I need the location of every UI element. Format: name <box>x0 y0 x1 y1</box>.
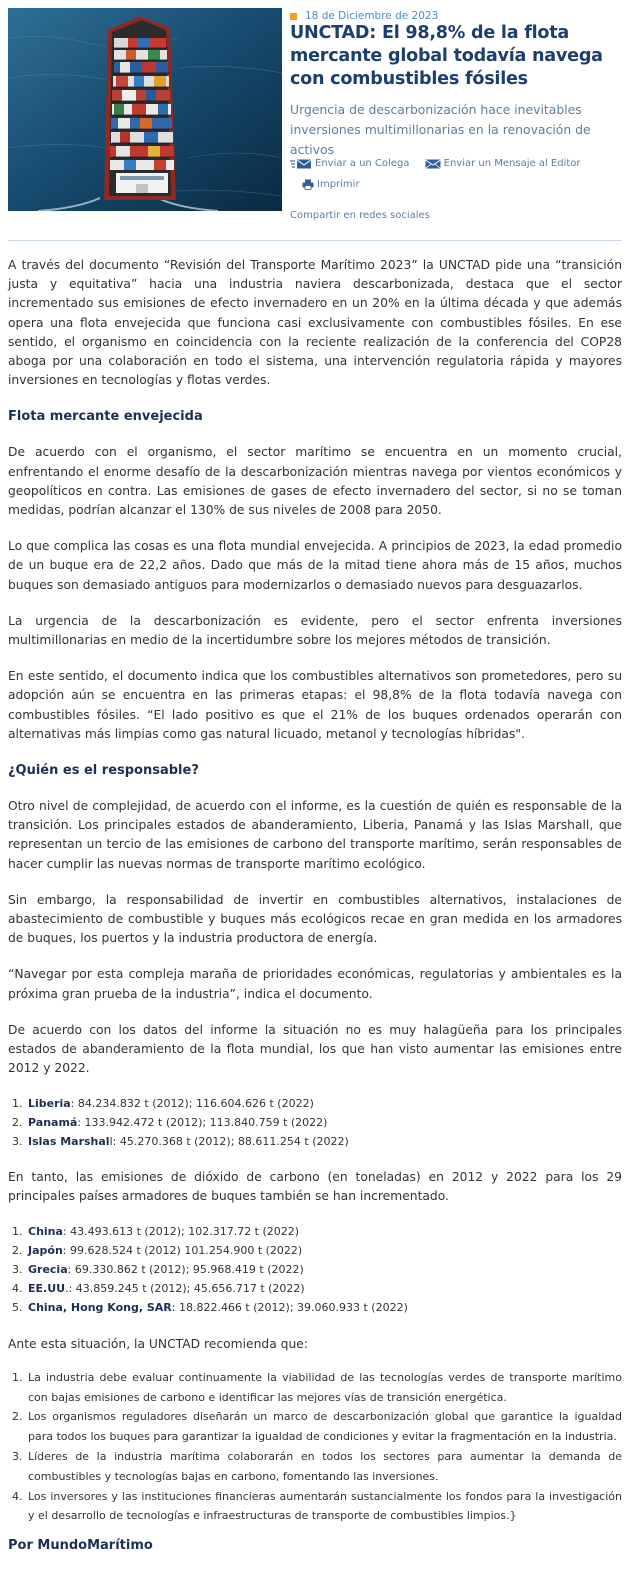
recommendation-item: 1. La industria debe evaluar continuamente la viabilidad de las tecnologías verdes de transporte marítimo con bajas emisiones de carbono e identificar las mejores vías de transición energética. <box>26 1368 622 1408</box>
list-item-name: China, Hong Kong, SAR <box>28 1301 172 1315</box>
recommendations-list <box>26 1368 622 1526</box>
list-item-value: .: 43.859.245 t (2012); 45.656.717 t (2022) <box>65 1282 305 1296</box>
paragraph: La urgencia de la descarbonización es evidente, pero el sector enfrenta inversiones multimillonarias en medio de la incertidumbre sobre los mejores métodos de transición. <box>8 613 622 648</box>
list-item-value: : 84.234.832 t (2012); 116.604.626 t (2022) <box>70 1096 314 1110</box>
send-to-colleague-label: Enviar a un Colega <box>315 158 410 169</box>
article-body <box>0 256 630 1553</box>
list-item-value: : 18.822.466 t (2012); 39.060.933 t (2022) <box>171 1301 408 1315</box>
section-heading: ¿Quién es el responsable? <box>8 763 199 779</box>
send-to-editor-label: Enviar un Mensaje al Editor <box>443 158 581 169</box>
printer-icon <box>302 179 314 190</box>
recommendation-item: 2. Los organismos reguladores diseñarán un marco de descarbonización global que garantice la igualdad para todos los buques para garantizar la igualdad de condiciones y evitar la fragmentación en la industria. <box>26 1407 622 1447</box>
paragraph: En tanto, las emisiones de dióxido de carbono (en toneladas) en 2012 y 2022 para los 29 principales países armadores de buques también se han incrementado. <box>8 1170 622 1204</box>
list-item-value: l: 45.270.368 t (2012); 88.611.254 t (2022) <box>109 1134 349 1148</box>
header-divider <box>8 240 622 241</box>
flag-states-emissions-list <box>26 1094 622 1152</box>
paragraph: De acuerdo con los datos del informe la situación no es muy halagüeña para los principales estados de abanderamiento de la flota mundial, los que han visto aumentar las emisiones entre 2012 y 2022. <box>8 1022 622 1076</box>
publish-date <box>290 10 438 22</box>
article-subtitle: Urgencia de descarbonización hace inevitables inversiones multimillonarias en la renovación de activos <box>290 102 591 157</box>
list-item-value: : 43.493.613 t (2012); 102.317.72 t (2022) <box>62 1224 300 1238</box>
paragraph: De acuerdo con el organismo, el sector marítimo se encuentra en un momento crucial, enfrentando el enorme desafío de la descarbonización mientras navega por vientos económicos y geopolíticos en contra. Las emisiones de gases de efecto invernadero del sector, si no se toman medidas, podrían alcanzar el 130% de sus niveles de 2008 para 2050. <box>8 445 622 518</box>
intro-paragraph: A través del documento “Revisión del Transporte Marítimo 2023” la UNCTAD pide una “transición justa y equitativa” hacia una industria naviera descarbonizada, destaca que el sector incrementado sus emisiones de efecto invernadero en un 20% en la última década y que además opera una flota envejecida que funciona casi exclusivamente con combustibles fósiles. En ese sentido, el organismo en coincidencia con la reciente realización de la conferencia del COP28 aboga por una colaboración en todo el sistema, una intervención regulatoria rápida y mayores inversiones en tecnologías y flotas verdes. <box>8 258 622 388</box>
owner-countries-emissions-list <box>26 1222 622 1318</box>
date-text: 18 de Diciembre de 2023 <box>305 10 439 22</box>
article-actions <box>290 158 622 190</box>
send-to-editor-link[interactable] <box>425 158 581 169</box>
list-item <box>26 1113 622 1132</box>
recommendation-item: 3. Líderes de la industria marítima colaborarán en todos los sectores para aumentar la demanda de combustibles y tecnologías bajas en carbono, fomentando las inversiones. <box>26 1447 622 1487</box>
article-header <box>0 0 630 240</box>
paragraph: Otro nivel de complejidad, de acuerdo con el informe, es la cuestión de quién es responsable de la transición. Los principales estados de abanderamiento, Liberia, Panamá y las Islas Marshall, que representan un tercio de las emisiones de carbono del transporte marítimo, serán responsables de hacer cumplir las nuevas normas de transporte marítimo ecológico. <box>8 799 622 871</box>
paragraph: “Navegar por esta compleja maraña de prioridades económicas, regulatorias y ambientales es la próxima gran prueba de la industria”, indica el documento. <box>8 967 622 1001</box>
list-item-value: : 69.330.862 t (2012); 95.968.419 t (2022) <box>67 1262 304 1276</box>
list-item-name: China <box>28 1224 63 1238</box>
list-item-name: Japón <box>28 1243 63 1257</box>
paragraph: Ante esta situación, la UNCTAD recomienda que: <box>8 1336 308 1351</box>
list-item <box>26 1222 622 1241</box>
share-social-link[interactable]: Compartir en redes sociales <box>290 210 430 221</box>
print-label: Imprimir <box>317 179 360 190</box>
list-item-name: Liberia <box>28 1096 71 1110</box>
list-item-value: : 99.628.524 t (2012) 101.254.900 t (2022) <box>62 1243 303 1257</box>
send-mail-icon <box>290 159 312 169</box>
mail-icon <box>425 159 441 169</box>
author-credit: Por MundoMarítimo <box>8 1538 153 1554</box>
list-item-name: Islas Marshal <box>28 1134 110 1148</box>
list-item <box>26 1260 622 1279</box>
list-item <box>26 1132 622 1151</box>
paragraph: En este sentido, el documento indica que los combustibles alternativos son prometedores, pero su adopción aún se encuentra en las primeras etapas: el 98,8% de la flota todavía navega con combustibles fósiles. “El lado positivo es que el 21% de los buques ordenados operarán con alternativas más limpias como gas natural licuado, metanol y tecnologías híbridas". <box>8 669 622 741</box>
article-title: UNCTAD: El 98,8% de la flota mercante global todavía navega con combustibles fósiles <box>290 23 603 89</box>
send-to-colleague-link[interactable] <box>290 158 409 169</box>
list-item-value: : 133.942.472 t (2012); 113.840.759 t (2022) <box>77 1115 328 1129</box>
paragraph: Lo que complica las cosas es una flota mundial envejecida. A principios de 2023, la edad promedio de un buque era de 22,2 años. Dado que más de la mitad tiene ahora más de 15 años, muchos buques son demasiado antiguos para modernizarlos o demasiado nuevos para desguazarlos. <box>8 539 622 592</box>
paragraph: Sin embargo, la responsabilidad de invertir en combustibles alternativos, instalaciones de abastecimiento de combustible y buques más ecológicos recae en gran medida en los armadores de buques, los puertos y la industria productora de energía. <box>8 892 622 946</box>
container-ship-photo <box>8 8 282 211</box>
hero-image-container-ship <box>8 8 282 211</box>
list-item <box>26 1094 622 1113</box>
list-item <box>26 1241 622 1260</box>
print-link[interactable] <box>302 179 360 190</box>
list-item-name: Grecia <box>28 1262 68 1276</box>
section-heading: Flota mercante envejecida <box>8 409 203 425</box>
list-item <box>26 1298 622 1317</box>
list-item <box>26 1279 622 1298</box>
date-marker-square <box>290 13 297 20</box>
list-item-name: EE.UU <box>28 1282 66 1296</box>
list-item-name: Panamá <box>28 1115 78 1129</box>
recommendation-item: 4. Los inversores y las instituciones financieras aumentarán sustancialmente los fondos para la investigación y el desarrollo de tecnologías e infraestructuras de transporte de combustibles limpios.} <box>26 1487 622 1527</box>
